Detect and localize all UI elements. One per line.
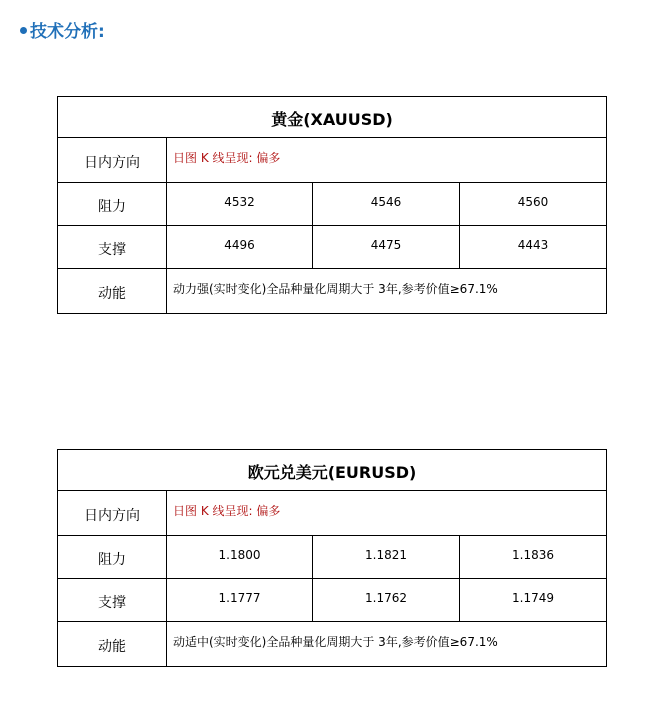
support-value-1: 4496: [167, 226, 313, 269]
gold-analysis-table: [57, 96, 607, 314]
support-row: [58, 579, 607, 622]
section-heading: [20, 20, 105, 44]
resistance-row: [58, 183, 607, 226]
resistance-value-1: 1.1800: [167, 536, 313, 579]
section-heading-text: 技术分析:: [30, 22, 105, 42]
momentum-row: [58, 622, 607, 667]
direction-label: 日内方向: [58, 491, 167, 536]
direction-label: 日内方向: [58, 138, 167, 183]
support-row: [58, 226, 607, 269]
table-title: 欧元兑美元(EURUSD): [58, 450, 607, 491]
support-value-3: 4443: [460, 226, 607, 269]
direction-value: 日图 K 线呈现: 偏多: [167, 491, 607, 536]
direction-row: [58, 491, 607, 536]
momentum-value: 动适中(实时变化)全品种量化周期大于 3年,参考价值≥67.1%: [167, 622, 607, 667]
support-value-1: 1.1777: [167, 579, 313, 622]
resistance-value-3: 4560: [460, 183, 607, 226]
resistance-row: [58, 536, 607, 579]
resistance-value-2: 4546: [313, 183, 460, 226]
bullet-icon: [20, 27, 27, 34]
table-title: 黄金(XAUUSD): [58, 97, 607, 138]
momentum-value: 动力强(实时变化)全品种量化周期大于 3年,参考价值≥67.1%: [167, 269, 607, 314]
direction-row: [58, 138, 607, 183]
direction-value: 日图 K 线呈现: 偏多: [167, 138, 607, 183]
momentum-label: 动能: [58, 622, 167, 667]
resistance-value-1: 4532: [167, 183, 313, 226]
support-label: 支撑: [58, 579, 167, 622]
support-value-3: 1.1749: [460, 579, 607, 622]
resistance-label: 阻力: [58, 183, 167, 226]
resistance-value-3: 1.1836: [460, 536, 607, 579]
eurusd-analysis-table: [57, 449, 607, 667]
support-value-2: 4475: [313, 226, 460, 269]
table-title-row: [58, 97, 607, 138]
resistance-value-2: 1.1821: [313, 536, 460, 579]
momentum-label: 动能: [58, 269, 167, 314]
support-label: 支撑: [58, 226, 167, 269]
momentum-row: [58, 269, 607, 314]
support-value-2: 1.1762: [313, 579, 460, 622]
table-title-row: [58, 450, 607, 491]
resistance-label: 阻力: [58, 536, 167, 579]
